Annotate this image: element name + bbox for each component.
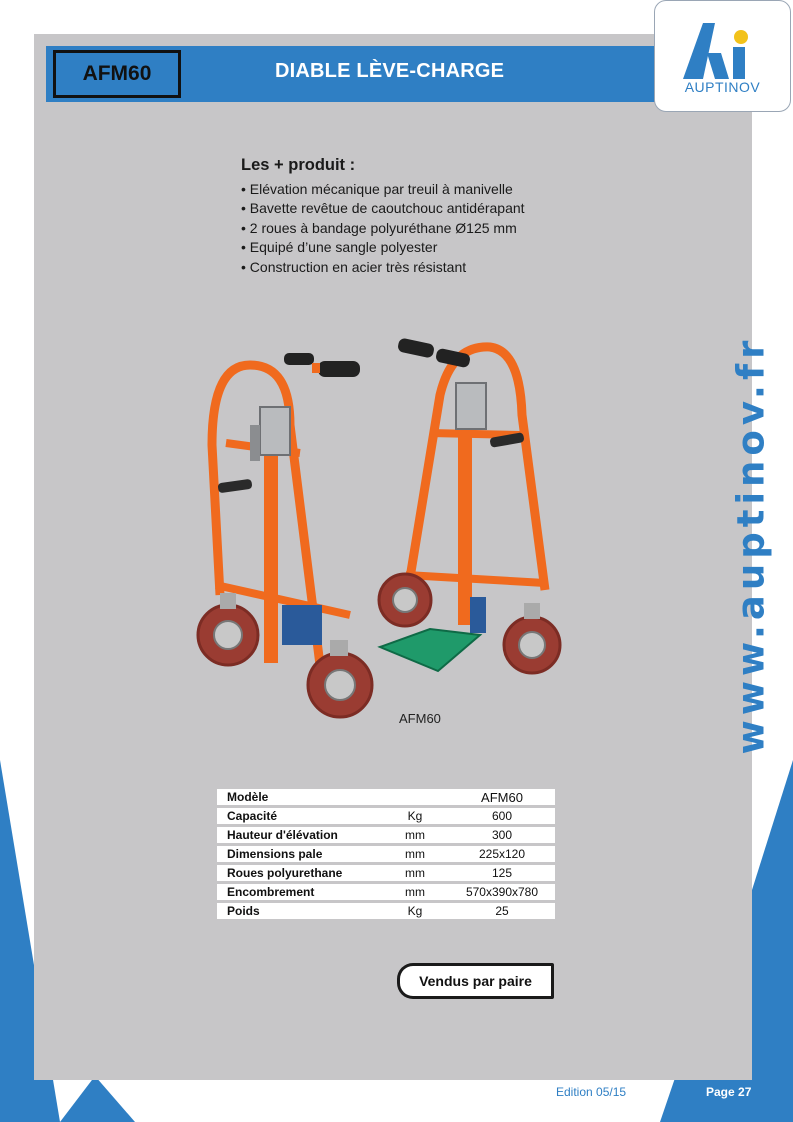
page-title: DIABLE LÈVE-CHARGE (275, 60, 505, 82)
logo-text: AUPTINOV (684, 79, 761, 95)
spec-unit: mm (381, 827, 449, 843)
features-list (241, 180, 525, 278)
spec-value: 25 (449, 903, 555, 919)
website-url[interactable]: www.auptinov.fr (729, 335, 773, 755)
spec-value: 600 (449, 808, 555, 824)
edition-label: Edition 05/15 (556, 1085, 627, 1099)
page-number: Page 27 (706, 1085, 752, 1099)
spec-unit: Kg (381, 808, 449, 824)
brand-logo (654, 0, 791, 112)
table-row (217, 846, 555, 862)
logo-mark-icon (677, 19, 769, 81)
spec-label: Encombrement (217, 884, 381, 900)
spec-unit: Kg (381, 903, 449, 919)
spec-label: Poids (217, 903, 381, 919)
spec-value: 225x120 (449, 846, 555, 862)
spec-table (217, 786, 555, 922)
spec-label: Dimensions pale (217, 846, 381, 862)
feature-item: • 2 roues à bandage polyuréthane Ø125 mm (241, 219, 525, 239)
spec-label: Hauteur d'élévation (217, 827, 381, 843)
table-row (217, 808, 555, 824)
image-caption: AFM60 (399, 711, 441, 726)
feature-item: • Elévation mécanique par treuil à manivelle (241, 180, 525, 200)
product-photo (190, 335, 570, 730)
product-features (241, 156, 525, 277)
spec-unit: mm (381, 865, 449, 881)
feature-item: • Equipé d’une sangle polyester (241, 238, 525, 258)
feature-item: • Bavette revêtue de caoutchouc antidérapant (241, 199, 525, 219)
table-row (217, 789, 555, 805)
spec-value: 300 (449, 827, 555, 843)
model-code-box: AFM60 (53, 50, 181, 98)
features-heading: Les + produit : (241, 156, 356, 174)
table-row (217, 827, 555, 843)
table-row (217, 865, 555, 881)
spec-unit: mm (381, 846, 449, 862)
spec-unit: mm (381, 884, 449, 900)
sold-in-pairs-badge: Vendus par paire (397, 963, 554, 999)
spec-label: Modèle (217, 789, 381, 805)
spec-label: Capacité (217, 808, 381, 824)
spec-value: AFM60 (449, 789, 555, 805)
left-lifter-illustration (198, 353, 372, 717)
table-row (217, 884, 555, 900)
spec-value: 570x390x780 (449, 884, 555, 900)
spec-value: 125 (449, 865, 555, 881)
feature-item: • Construction en acier très résistant (241, 258, 525, 278)
spec-label: Roues polyurethane (217, 865, 381, 881)
table-row (217, 903, 555, 919)
spec-unit (381, 789, 449, 805)
right-lifter-illustration (379, 337, 560, 673)
